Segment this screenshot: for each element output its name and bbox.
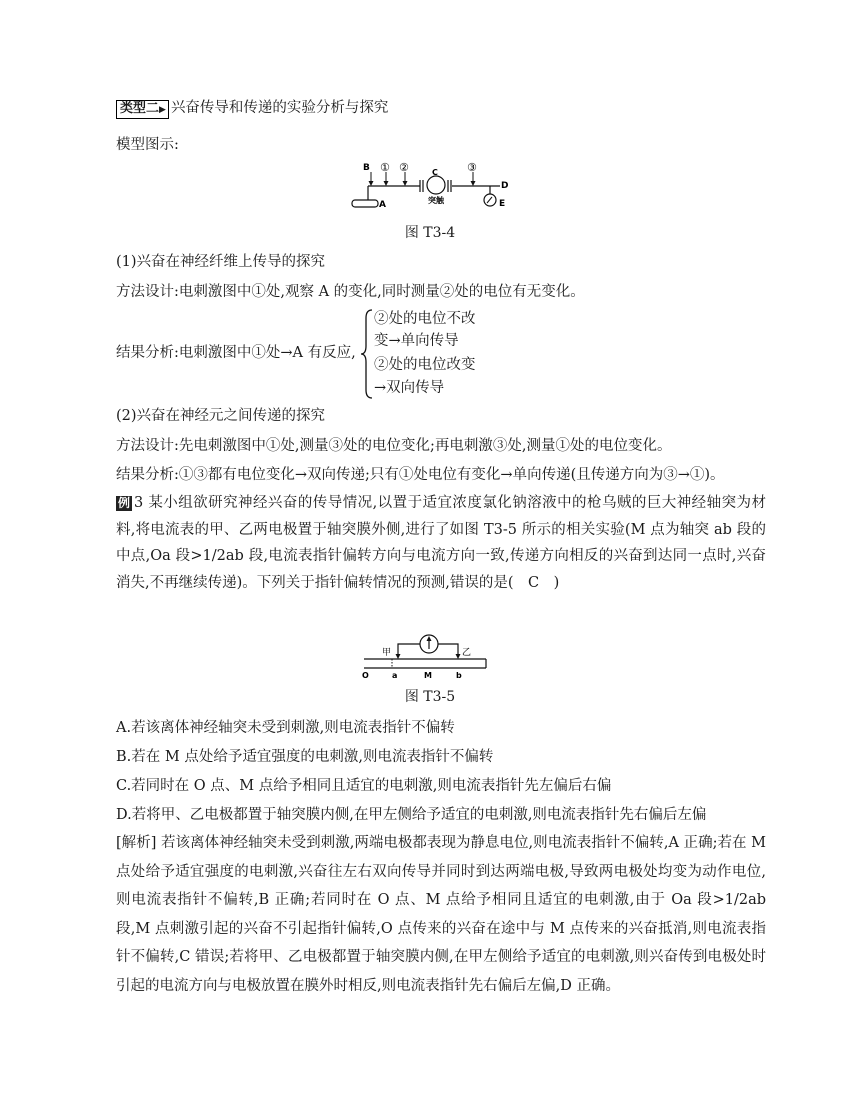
- part2-method: 方法设计:先电刺激图中①处,测量③处的电位变化;再电刺激③处,测量①处的电位变化。: [116, 438, 672, 454]
- option-c: C.若同时在 O 点、M 点给予相同且适宜的电刺激,则电流表指针先左偏后右偏: [116, 778, 612, 794]
- fig1-label-d: D: [501, 181, 509, 191]
- option-b: B.若在 M 点处给予适宜强度的电刺激,则电流表指针不偏转: [116, 749, 494, 765]
- fig1-label-b: B: [363, 163, 370, 173]
- part1-result-lead: 结果分析:电刺激图中①处→A 有反应,: [116, 345, 356, 361]
- muscle-a-shape: [352, 200, 378, 207]
- fig2-label-m: M: [424, 671, 432, 680]
- fig2-label-jia: 甲: [382, 648, 392, 658]
- section-title: 兴奋传导和传递的实验分析与探究: [170, 100, 389, 116]
- figure-t3-4: [340, 158, 530, 216]
- part1-heading: (1)兴奋在神经纤维上传导的探究: [116, 254, 326, 270]
- example-text: 某小组欲研究神经兴奋的传导情况,以置于适宜浓度氯化钠溶液中的枪乌贼的巨大神经轴突为材料,将电流表的甲、乙两电极置于轴突膜外侧,进行了如图 T3-5 所示的相关实验(M 点为轴突 ab 段的中点,Oa 段>1/2ab 段,电流表指针偏转方向与电流方向一致,传递方向相反的兴奋到达同一点时,兴奋消失,不再继续传递)。下列关于指针偏转情况的预测,错误的是( C ): [116, 495, 766, 591]
- part2-result: 结果分析:①③都有电位变化→双向传递;只有①处电位有变化→单向传递(且传递方向为③→①)。: [116, 467, 725, 483]
- fig2-caption: 图 T3-5: [404, 689, 456, 705]
- example-question: [116, 490, 766, 596]
- fig1-label-2: ②: [399, 161, 409, 174]
- fig1-synapse-label: 突触: [428, 196, 444, 205]
- curly-brace: [360, 308, 374, 400]
- synapse-circle: [427, 176, 445, 194]
- fig1-label-a: A: [379, 200, 386, 210]
- fig1-label-3: ③: [467, 161, 477, 174]
- fig2-label-o: O: [362, 671, 369, 680]
- brace-line-1: ②处的电位不改: [374, 311, 476, 327]
- fig1-caption: 图 T3-4: [404, 225, 456, 241]
- analysis-paragraph: [解析] 若该离体神经轴突未受到刺激,两端电极都表现为静息电位,则电流表指针不偏转,A 正确;若在 M 点处给予适宜强度的电刺激,兴奋往左右双向传导并同时到达两端电极,导致两电极处均变为动作电位,则电流表指针不偏转,B 正确;若同时在 O 点、M 点给予相同且适宜的电刺激,由于 Oa 段>1/2ab 段,M 点刺激引起的兴奋不引起指针偏转,O 点传来的兴奋在途中与 M 点传来的兴奋抵消,则电流表指针不偏转,C 错误;若将甲、乙电极都置于轴突膜内侧,在甲左侧给予适宜的电刺激,则兴奋传到电极处时引起的电流方向与电极放置在膜外时相反,则电流表指针先右偏后左偏,D 正确。: [116, 835, 766, 994]
- model-label: 模型图示:: [116, 137, 179, 153]
- option-a: A.若该离体神经轴突未受到刺激,则电流表指针不偏转: [116, 720, 455, 736]
- fig2-label-yi: 乙: [462, 648, 472, 658]
- figure-t3-5: [362, 632, 502, 680]
- option-d: D.若将甲、乙电极都置于轴突膜内侧,在甲左侧给予适宜的电刺激,则电流表指针先右偏后左偏: [116, 807, 707, 823]
- fig1-label-e: E: [499, 199, 506, 209]
- brace-line-4: →双向传导: [374, 380, 445, 396]
- part2-heading: (2)兴奋在神经元之间传递的探究: [116, 408, 326, 424]
- example-number: 3: [134, 495, 144, 511]
- example-badge: 例: [118, 496, 131, 510]
- fig2-label-b: b: [456, 671, 462, 680]
- brace-line-2: 变→单向传导: [374, 333, 459, 349]
- fig2-label-a: a: [392, 671, 398, 680]
- fig1-label-1: ①: [380, 161, 390, 174]
- part1-method: 方法设计:电刺激图中①处,观察 A 的变化,同时测量②处的电位有无变化。: [116, 284, 585, 300]
- section-heading: [116, 97, 388, 119]
- brace-line-3: ②处的电位改变: [374, 357, 476, 373]
- fig1-label-c: C: [432, 168, 438, 177]
- section-tag: 类型二▶: [116, 100, 169, 119]
